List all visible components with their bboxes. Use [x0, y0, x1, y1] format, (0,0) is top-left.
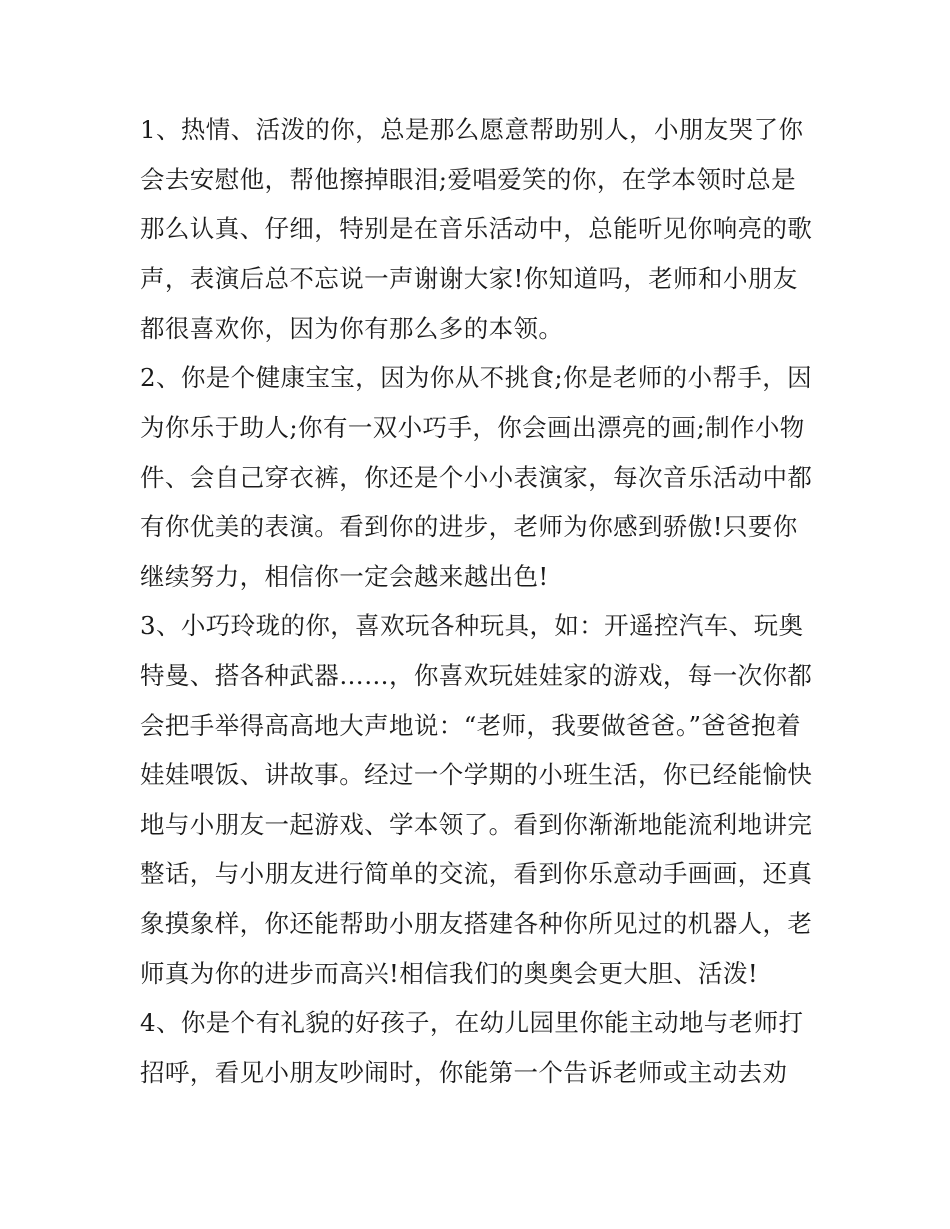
text-line: 有你优美的表演。看到你的进步，老师为你感到骄傲!只要你: [140, 512, 798, 541]
text-line: 都很喜欢你，因为你有那么多的本领。: [140, 314, 564, 343]
text-line: 声，表演后总不忘说一声谢谢大家!你知道吗，老师和小朋友: [140, 264, 798, 293]
text-line: 地与小朋友一起游戏、学本领了。看到你渐渐地能流利地讲完: [140, 810, 813, 839]
text-line: 整话，与小朋友进行简单的交流，看到你乐意动手画画，还真: [140, 859, 813, 888]
text-line: 4、你是个有礼貌的好孩子，在幼儿园里你能主动地与老师打: [140, 1008, 804, 1037]
text-line: 为你乐于助人;你有一双小巧手，你会画出漂亮的画;制作小物: [140, 413, 805, 442]
text-line: 象摸象样，你还能帮助小朋友搭建各种你所见过的机器人，老: [140, 909, 813, 938]
text-line: 特曼、搭各种武器……，你喜欢玩娃娃家的游戏，每一次你都: [140, 661, 813, 690]
text-line: 1、热情、活泼的你，总是那么愿意帮助别人，小朋友哭了你: [140, 115, 804, 144]
text-line: 3、小巧玲珑的你，喜欢玩各种玩具，如：开遥控汽车、玩奥: [140, 611, 804, 640]
text-line: 继续努力，相信你一定会越来越出色!: [140, 562, 549, 591]
text-line: 师真为你的进步而高兴!相信我们的奥奥会更大胆、活泼!: [140, 959, 759, 988]
text-line: 会把手举得高高地大声地说：“老师，我要做爸爸。”爸爸抱着: [140, 711, 801, 740]
text-line: 2、你是个健康宝宝，因为你从不挑食;你是老师的小帮手，因: [140, 363, 813, 392]
text-line: 件、会自己穿衣裤，你还是个小小表演家，每次音乐活动中都: [140, 463, 813, 492]
text-line: 那么认真、仔细，特别是在音乐活动中，总能听见你响亮的歌: [140, 214, 813, 243]
text-line: 会去安慰他，帮他擦掉眼泪;爱唱爱笑的你，在学本领时总是: [140, 165, 797, 194]
text-line: 娃娃喂饭、讲故事。经过一个学期的小班生活，你已经能愉快: [140, 760, 813, 789]
text-line: 招呼，看见小朋友吵闹时，你能第一个告诉老师或主动去劝: [140, 1058, 788, 1087]
